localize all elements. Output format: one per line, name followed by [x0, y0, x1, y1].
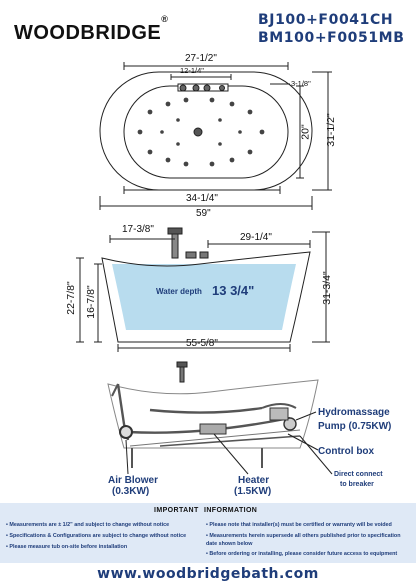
notes-heading-important: IMPORTANT [154, 507, 199, 514]
pump-label: Pump (0.75KW) [318, 421, 392, 432]
note-left-2: • Specifications & Configurations are subject to change without notice [6, 533, 187, 539]
heater-power: (1.5KW) [234, 486, 272, 497]
air-blower-power: (0.3KW) [112, 486, 150, 497]
note-right-3: date shown below [206, 541, 253, 547]
drain [194, 128, 202, 136]
dim-total-height: 22-7/8" [64, 281, 77, 315]
to-breaker-label: to breaker [340, 481, 374, 488]
note-right-1: • Please note that installer(s) must be certified or warranty will be voided [206, 522, 392, 528]
brand-name: WOODBRIDGE [14, 22, 162, 44]
notes-heading-information: INFORMATION [204, 507, 258, 514]
dim-faucet-spacing: 12-1/4" [180, 66, 204, 75]
model-number-1: BJ100+F0041CH [258, 12, 394, 28]
note-right-4: • Before ordering or installing, please consider future access to equipment [206, 551, 398, 557]
dim-base-length: 55-5/8" [186, 338, 218, 349]
dim-overall-width: 31-1/2" [324, 113, 337, 147]
dim-overall-length: 59" [196, 208, 211, 219]
equipment-view [108, 362, 332, 474]
direct-connect-label: Direct connect [334, 471, 383, 478]
dim-faucet-offset: 17-3/8" [122, 224, 154, 235]
water-fill [112, 264, 296, 330]
dim-rim-offset: 3-1/8" [291, 79, 311, 88]
air-blower-label: Air Blower [108, 475, 159, 486]
dim-basin-depth: 16-7/8" [84, 285, 97, 319]
air-blower-unit [120, 426, 132, 438]
note-left-3: • Please measure tub on-site before installation [6, 544, 128, 550]
dim-inner-width: 20" [299, 124, 312, 140]
note-left-1: • Measurements are ± 1/2" and subject to change without notice [6, 522, 170, 528]
heater-label: Heater [238, 475, 270, 486]
dim-end-height: 31-3/4" [320, 271, 333, 305]
model-number-2: BM100+F0051MB [258, 30, 405, 46]
faucet-side [172, 232, 178, 258]
control-box-label: Control box [318, 446, 375, 457]
water-depth-value: 13 3/4" [212, 283, 255, 298]
hydromassage-label: Hydromassage [318, 407, 390, 418]
dim-rim-span: 29-1/4" [240, 232, 272, 243]
heater-unit [200, 424, 226, 434]
dim-inner-top-width: 27-1/2" [185, 53, 217, 64]
side-view [76, 228, 330, 352]
dim-inner-bottom-width: 34-1/4" [186, 193, 218, 204]
registered-mark: ® [161, 14, 169, 25]
water-depth-label: Water depth [156, 287, 202, 296]
note-right-2: • Measurements herein supersede all others published prior to specification [206, 533, 401, 539]
footer-url[interactable]: www.woodbridgebath.com [97, 566, 319, 582]
